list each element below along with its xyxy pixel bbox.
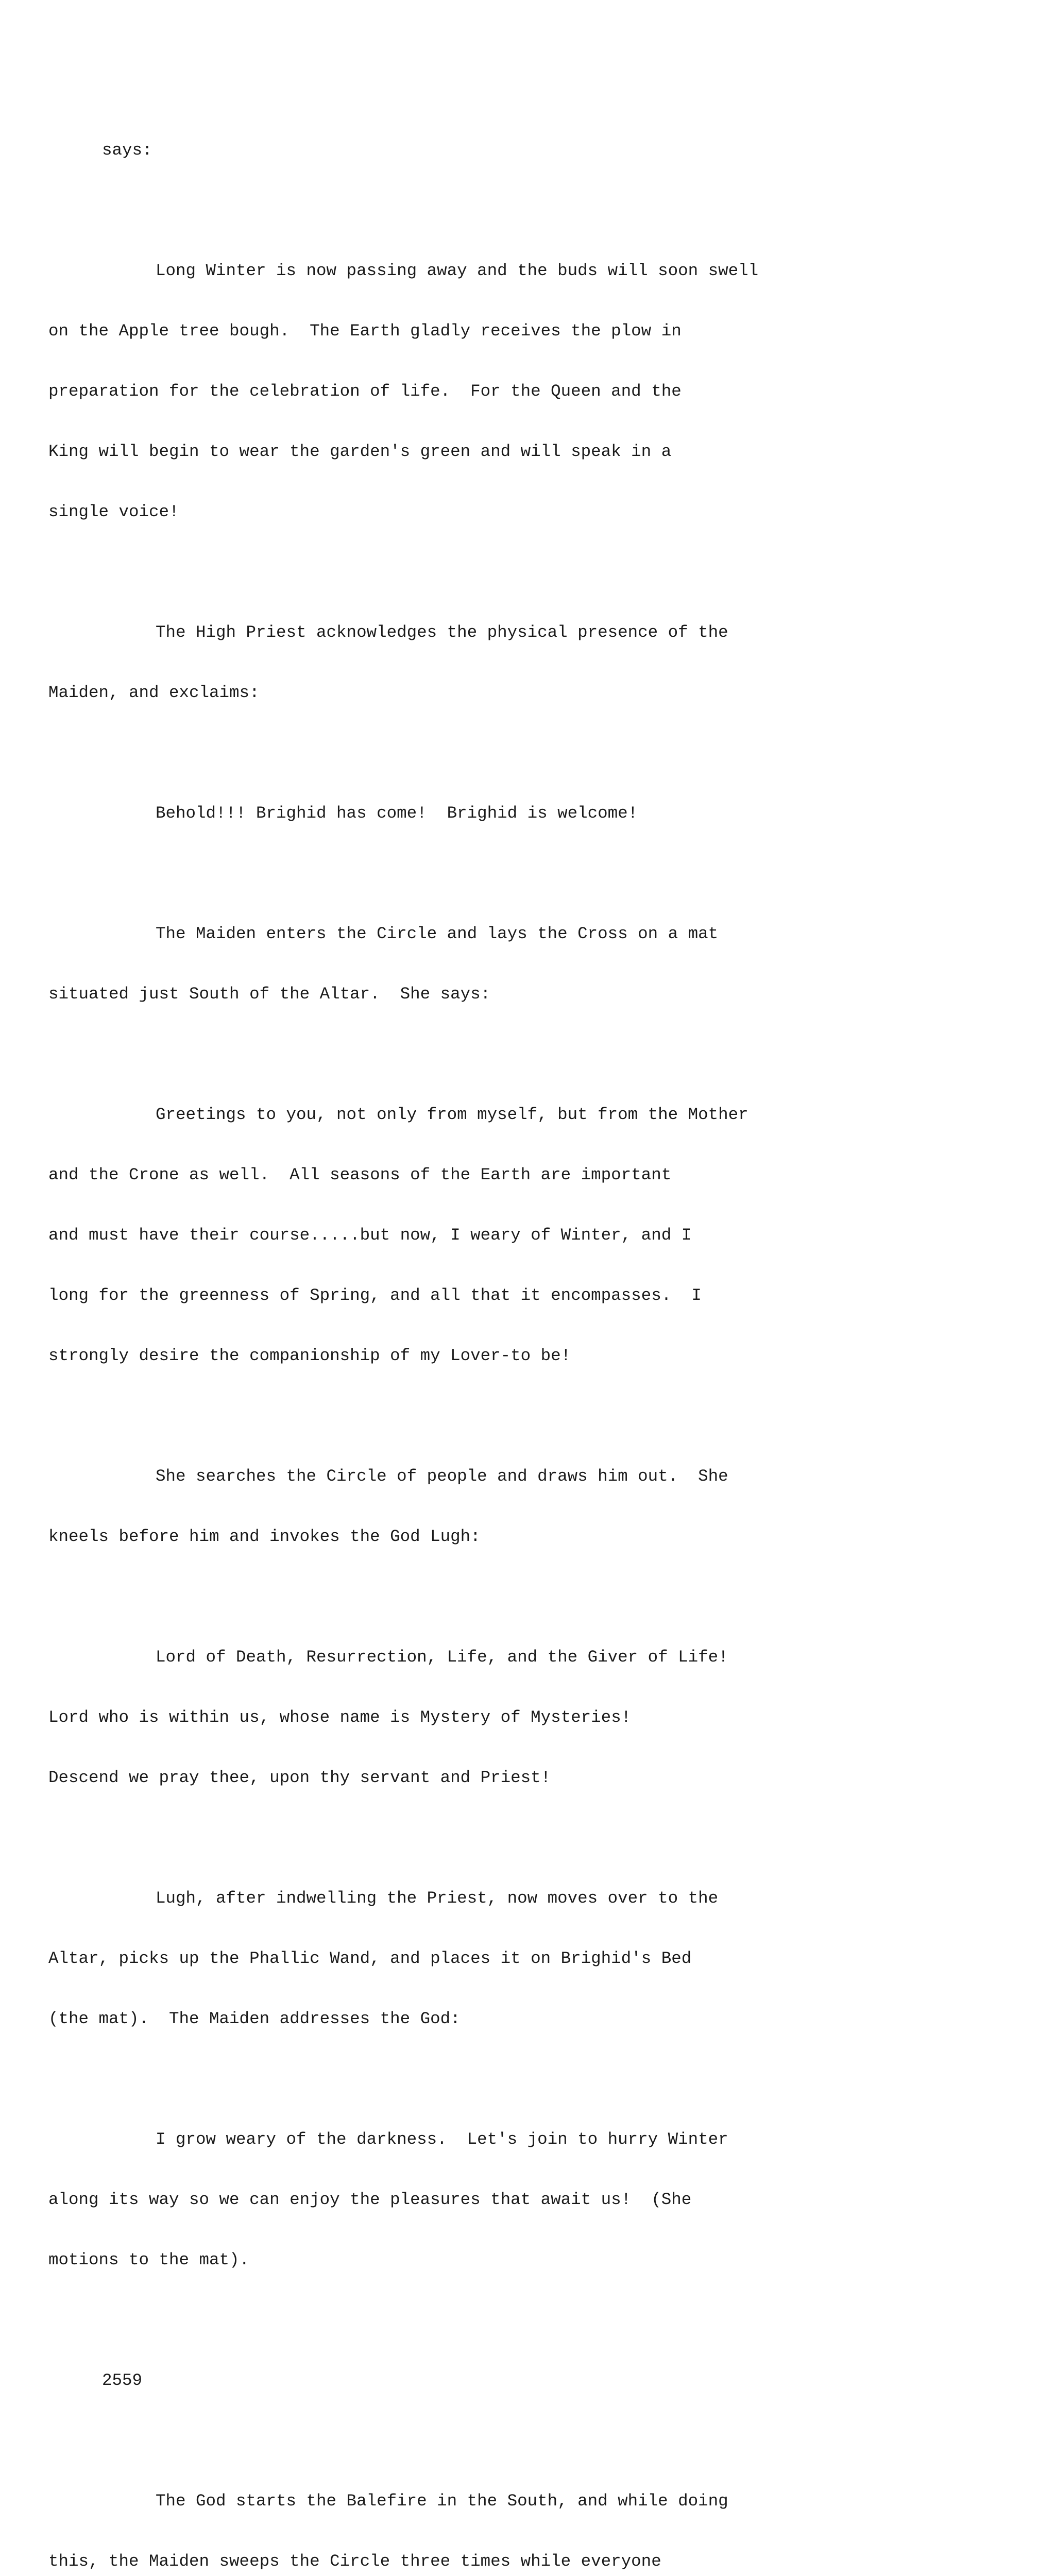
paragraph-lugh-indwelling: [48, 1848, 952, 2069]
text-line: Maiden, and exclaims:: [48, 683, 260, 702]
text-line: and the Crone as well. All seasons of the Earth are important: [48, 1165, 672, 1184]
text-line: along its way so we can enjoy the pleasures that await us! (She: [48, 2190, 692, 2209]
text-line: this, the Maiden sweeps the Circle three times while everyone: [48, 2552, 661, 2571]
paragraph-maiden-enters: [48, 884, 952, 1044]
paragraph-god-starts-balefire: [48, 2451, 952, 2576]
document-body: [48, 100, 952, 2576]
text-line: The Maiden enters the Circle and lays the Cross on a mat: [156, 924, 719, 943]
text-line: kneels before him and invokes the God Lugh:: [48, 1527, 481, 1546]
text-line: Long Winter is now passing away and the buds will soon swell: [156, 261, 759, 280]
paragraph-she-searches: [48, 1426, 952, 1587]
text-line: motions to the mat).: [48, 2250, 250, 2269]
text-line: long for the greenness of Spring, and all that it encompasses. I: [48, 1286, 702, 1305]
text-line: situated just South of the Altar. She says:: [48, 985, 491, 1004]
text-line: Descend we pray thee, upon thy servant and Priest!: [48, 1768, 551, 1787]
paragraph-long-winter: [48, 221, 952, 562]
text-line: says:: [102, 141, 152, 160]
text-line: single voice!: [48, 502, 179, 521]
text-line: Lord of Death, Resurrection, Life, and the Giver of Life!: [156, 1648, 728, 1667]
paragraph-behold-brighid: [102, 763, 952, 863]
text-line: Altar, picks up the Phallic Wand, and places it on Brighid's Bed: [48, 1949, 692, 1968]
text-line: strongly desire the companionship of my Lover-to be!: [48, 1346, 571, 1365]
text-line: Lugh, after indwelling the Priest, now moves over to the: [156, 1889, 719, 1908]
paragraph-speaker-says: [102, 100, 952, 200]
text-line: King will begin to wear the garden's green and will speak in a: [48, 442, 672, 461]
paragraph-high-priest: [48, 582, 952, 743]
text-line: Lord who is within us, whose name is Mystery of Mysteries!: [48, 1708, 632, 1727]
text-line: Greetings to you, not only from myself, but from the Mother: [156, 1105, 748, 1124]
text-line: 2559: [102, 2371, 143, 2390]
text-line: preparation for the celebration of life. For the Queen and the: [48, 382, 682, 401]
text-line: Behold!!! Brighid has come! Brighid is welcome!: [156, 804, 638, 823]
text-line: The High Priest acknowledges the physical presence of the: [156, 623, 728, 642]
text-line: and must have their course.....but now, I weary of Winter, and I: [48, 1226, 692, 1245]
paragraph-grow-weary: [48, 2089, 952, 2310]
paragraph-greetings: [48, 1064, 952, 1406]
text-line: I grow weary of the darkness. Let's join to hurry Winter: [156, 2130, 728, 2149]
text-line: She searches the Circle of people and draws him out. She: [156, 1467, 728, 1486]
page-number: [102, 2330, 952, 2431]
text-line: The God starts the Balefire in the South, and while doing: [156, 2492, 728, 2511]
paragraph-lord-of-death: [48, 1607, 952, 1828]
text-line: on the Apple tree bough. The Earth gladly receives the plow in: [48, 321, 682, 341]
text-line: (the mat). The Maiden addresses the God:: [48, 2009, 461, 2028]
